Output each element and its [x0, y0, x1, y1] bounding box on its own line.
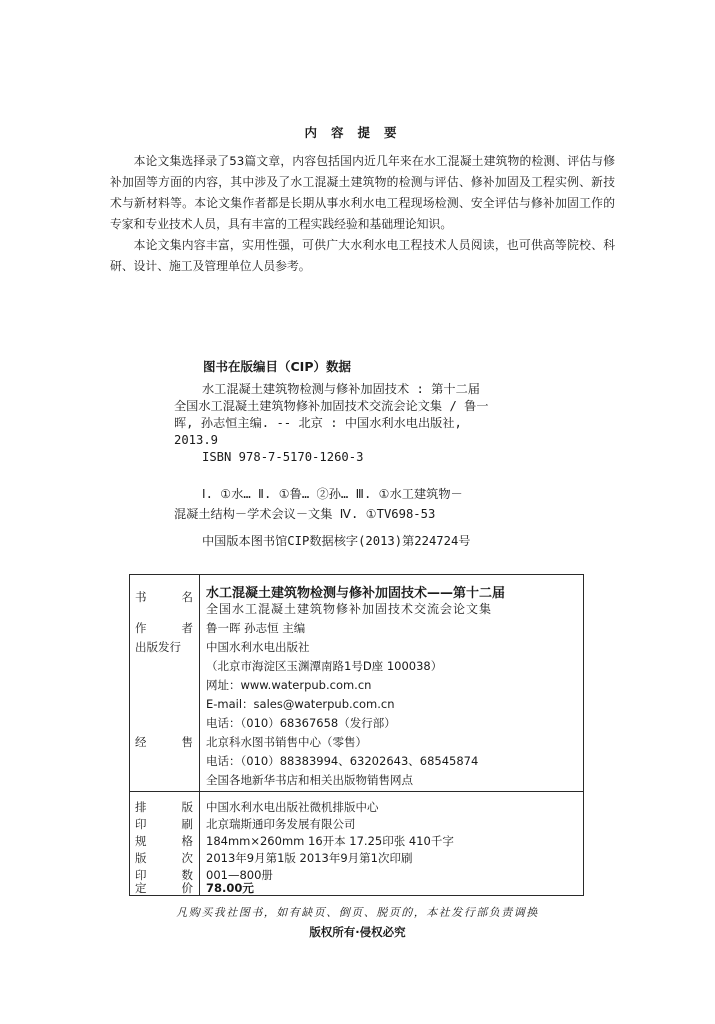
- cip-entry-line: 晖, 孙志恒主编. -- 北京 : 中国水利水电出版社,: [174, 416, 462, 430]
- label-char: 经: [135, 735, 147, 749]
- label-char: 格: [181, 834, 193, 848]
- cip-entry: [174, 381, 559, 466]
- distributor-value: 北京科水图书销售中心（零售）: [206, 735, 367, 749]
- label-publisher: 出版发行: [135, 640, 181, 654]
- printing-value: 北京瑞斯通印务发展有限公司: [206, 817, 356, 831]
- label-char: 价: [181, 881, 193, 895]
- label-char: 刷: [181, 817, 193, 831]
- label-char: 书: [135, 590, 147, 604]
- publisher-email: E-mail：sales@waterpub.com.cn: [206, 697, 395, 711]
- cip-heading: 图书在版编目（CIP）数据: [203, 359, 351, 374]
- distributor-phone: 电话：（010）88383994、63202643、68545874: [206, 754, 479, 768]
- summary-title: 内容提要: [304, 125, 411, 140]
- publisher-address: （北京市海淀区玉渊潭南路1号D座 100038）: [206, 659, 443, 673]
- typesetting-value: 中国水利水电出版社微机排版中心: [206, 800, 379, 814]
- edition-value: 2013年9月第1版 2013年9月第1次印刷: [206, 851, 413, 865]
- label-distributor: [135, 734, 193, 750]
- label-char: 排: [135, 800, 147, 814]
- publisher-website: 网址：www.waterpub.com.cn: [206, 678, 372, 692]
- book-subtitle: 全国水工混凝土建筑物修补加固技术交流会论文集: [206, 602, 493, 616]
- cip-entry-line: 水工混凝土建筑物检测与修补加固技术 : 第十二届: [202, 382, 480, 396]
- label-title: [135, 589, 193, 605]
- label-edition: [135, 850, 193, 866]
- label-char: 印: [135, 868, 147, 882]
- label-specification: [135, 833, 193, 849]
- summary-body: [110, 151, 615, 277]
- book-title: 水工混凝土建筑物检测与修补加固技术——第十二届: [206, 586, 506, 601]
- label-price: [135, 880, 193, 896]
- publisher-value: 中国水利水电出版社: [206, 640, 310, 654]
- author-value: 鲁一晖 孙志恒 主编: [206, 621, 306, 635]
- summary-paragraph: 本论文集内容丰富，实用性强，可供广大水利水电工程技术人员阅读，也可供高等院校、科研、设计、施工及管理单位人员参考。: [110, 238, 615, 273]
- cip-classification: [174, 484, 463, 524]
- copyright-notice: 版权所有·侵权必究: [309, 925, 406, 939]
- price-value: 78.00元: [206, 881, 254, 895]
- cip-isbn: ISBN 978-7-5170-1260-3: [202, 450, 364, 464]
- specification-value: 184mm×260mm 16开本 17.25印张 410千字: [206, 834, 454, 848]
- cip-entry-line: 全国水工混凝土建筑物修补加固技术交流会论文集 / 鲁一: [174, 399, 489, 413]
- label-char: 名: [181, 590, 193, 604]
- publication-info-table: [129, 574, 584, 896]
- label-typesetting: [135, 799, 193, 815]
- replacement-notice: 凡购买我社图书，如有缺页、倒页、脱页的，本社发行部负责调换: [176, 906, 539, 919]
- cip-entry-line: 2013.9: [174, 433, 219, 447]
- distributor-outlets: 全国各地新华书店和相关出版物销售网点: [206, 773, 413, 787]
- label-char: 作: [135, 621, 147, 635]
- label-char: 规: [135, 834, 147, 848]
- label-author: [135, 620, 193, 636]
- summary-paragraph: 本论文集选择录了53篇文章，内容包括国内近几年来在水工混凝土建筑物的检测、评估与修补加固等方面的内容，其中涉及了水工混凝土建筑物的检测与评估、修补加固及工程实例、新技术与新材料等。本论文集作者都是长期从事水利水电工程现场检测、安全评估与修补加固工作的专家和专业技术人员，具有丰富的工程实践经验和基础理论知识。: [110, 154, 615, 231]
- label-char: 数: [181, 868, 193, 882]
- label-printing: [135, 816, 193, 832]
- cip-class-line: 混凝土结构－学术会议－文集 Ⅳ. ①TV698-53: [174, 507, 436, 521]
- label-char: 者: [181, 621, 193, 635]
- publisher-phone: 电话：（010）68367658（发行部）: [206, 716, 396, 730]
- label-char: 版: [135, 851, 147, 865]
- print-run-value: 001—800册: [206, 868, 273, 882]
- table-section-divider: [130, 791, 583, 792]
- cip-class-line: Ⅰ. ①水… Ⅱ. ①鲁… ②孙… Ⅲ. ①水工建筑物－: [202, 487, 463, 501]
- label-char: 印: [135, 817, 147, 831]
- label-char: 售: [181, 735, 193, 749]
- table-column-divider: [199, 575, 200, 895]
- label-char: 次: [181, 851, 193, 865]
- label-char: 定: [135, 881, 147, 895]
- cip-core-number: 中国版本图书馆CIP数据核字(2013)第224724号: [202, 534, 471, 548]
- label-char: 版: [181, 800, 193, 814]
